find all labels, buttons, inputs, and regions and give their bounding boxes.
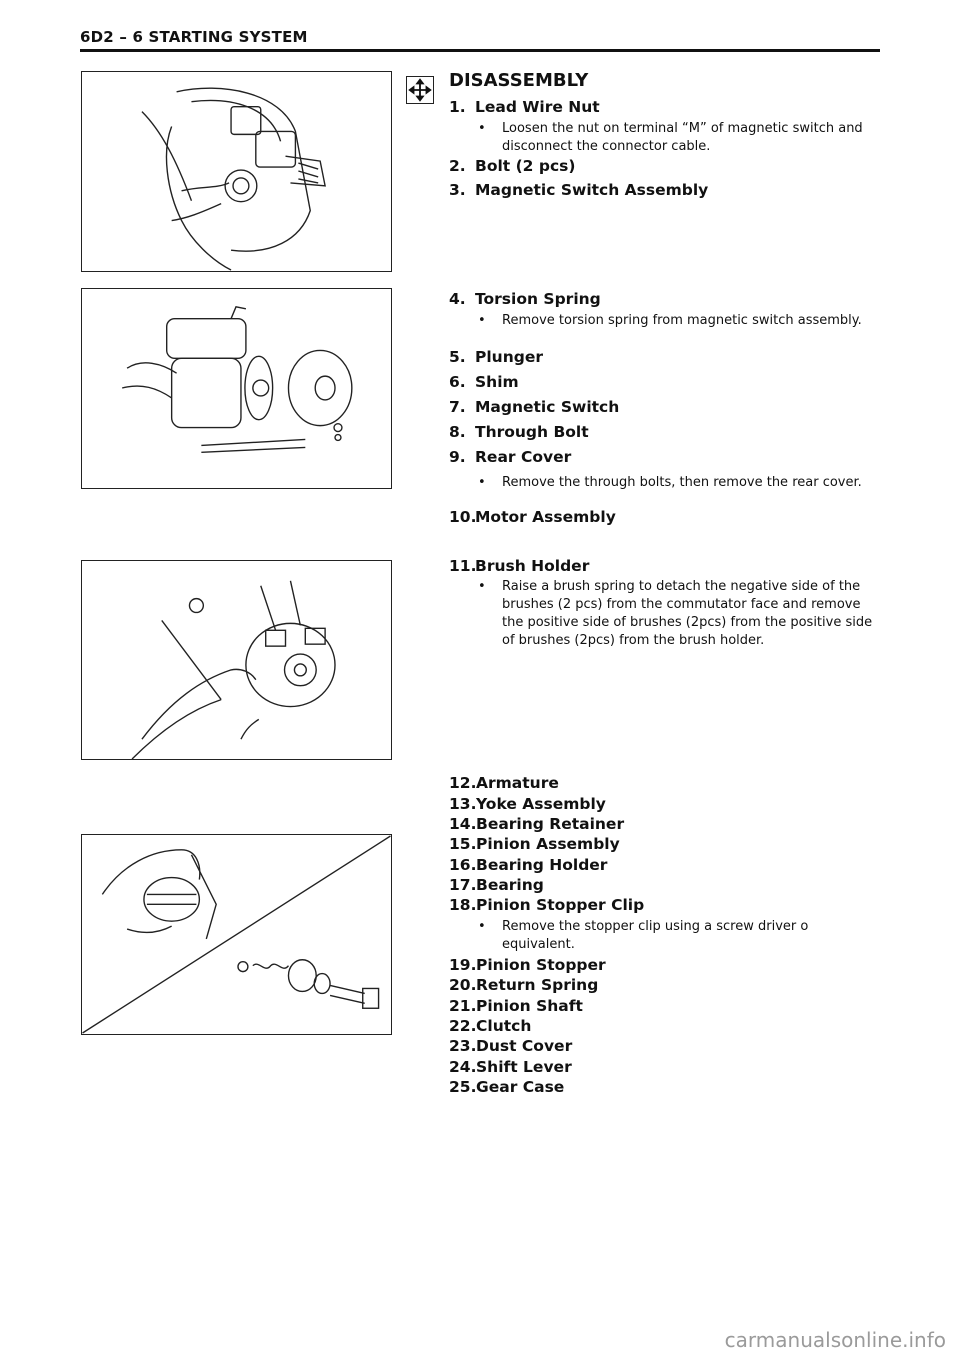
bullet-remove-torsion-spring: • Remove torsion spring from magnetic switch assembly. xyxy=(478,313,862,328)
step-8: 8. Through Bolt xyxy=(449,423,589,441)
figure-pinion-stopper xyxy=(81,834,392,1035)
figure-brush-holder xyxy=(81,560,392,760)
step-13: 13.Yoke Assembly xyxy=(449,795,606,813)
step-2: 2. Bolt (2 pcs) xyxy=(449,157,576,175)
step-22: 22.Clutch xyxy=(449,1017,532,1035)
illustration-brush-holder xyxy=(82,561,391,759)
step-1: 1. Lead Wire Nut xyxy=(449,98,600,116)
step-23: 23.Dust Cover xyxy=(449,1037,573,1055)
illustration-exploded-motor xyxy=(82,289,391,488)
step-19: 19.Pinion Stopper xyxy=(449,956,606,974)
bullet-remove-stopper-clip: • Remove the stopper clip using a screw driver o equivalent. xyxy=(478,919,809,952)
figure-magnetic-switch-exploded xyxy=(81,288,392,489)
step-20: 20.Return Spring xyxy=(449,976,599,994)
step-7: 7. Magnetic Switch xyxy=(449,398,620,416)
bullet-remove-through-bolts: • Remove the through bolts, then remove the rear cover. xyxy=(478,475,862,490)
step-9: 9. Rear Cover xyxy=(449,448,572,466)
step-16: 16.Bearing Holder xyxy=(449,856,608,874)
step-3: 3. Magnetic Switch Assembly xyxy=(449,181,709,199)
figure-lead-wire-nut xyxy=(81,71,392,272)
illustration-magnetic-switch-terminal xyxy=(82,72,391,271)
illustration-pinion-shaft xyxy=(82,835,391,1034)
page-header: 6D2 – 6 STARTING SYSTEM xyxy=(80,28,308,46)
step-24: 24.Shift Lever xyxy=(449,1058,572,1076)
step-5: 5. Plunger xyxy=(449,348,543,366)
step-14: 14.Bearing Retainer xyxy=(449,815,625,833)
disassembly-icon xyxy=(406,76,434,104)
step-4: 4. Torsion Spring xyxy=(449,290,601,308)
header-rule xyxy=(80,49,880,52)
step-15: 15.Pinion Assembly xyxy=(449,835,620,853)
step-18: 18.Pinion Stopper Clip xyxy=(449,896,645,914)
step-11: 11.Brush Holder xyxy=(449,557,590,575)
bullet-raise-brush-spring: • Raise a brush spring to detach the negative side of the brushes (2 pcs) from the commutator face and remove the positive side of brushes (2pcs) from the positive side of brushes (2pcs) from the brush holder. xyxy=(478,579,873,648)
section-title: DISASSEMBLY xyxy=(449,70,589,91)
step-17: 17.Bearing xyxy=(449,876,544,894)
step-10: 10.Motor Assembly xyxy=(449,508,616,526)
step-12: 12.Armature xyxy=(449,774,559,792)
step-21: 21.Pinion Shaft xyxy=(449,997,583,1015)
bullet-loosen-nut: • Loosen the nut on terminal “M” of magnetic switch and disconnect the connector cable. xyxy=(478,121,863,154)
step-6: 6. Shim xyxy=(449,373,519,391)
watermark: carmanualsonline.info xyxy=(724,1328,946,1352)
step-25: 25.Gear Case xyxy=(449,1078,565,1096)
